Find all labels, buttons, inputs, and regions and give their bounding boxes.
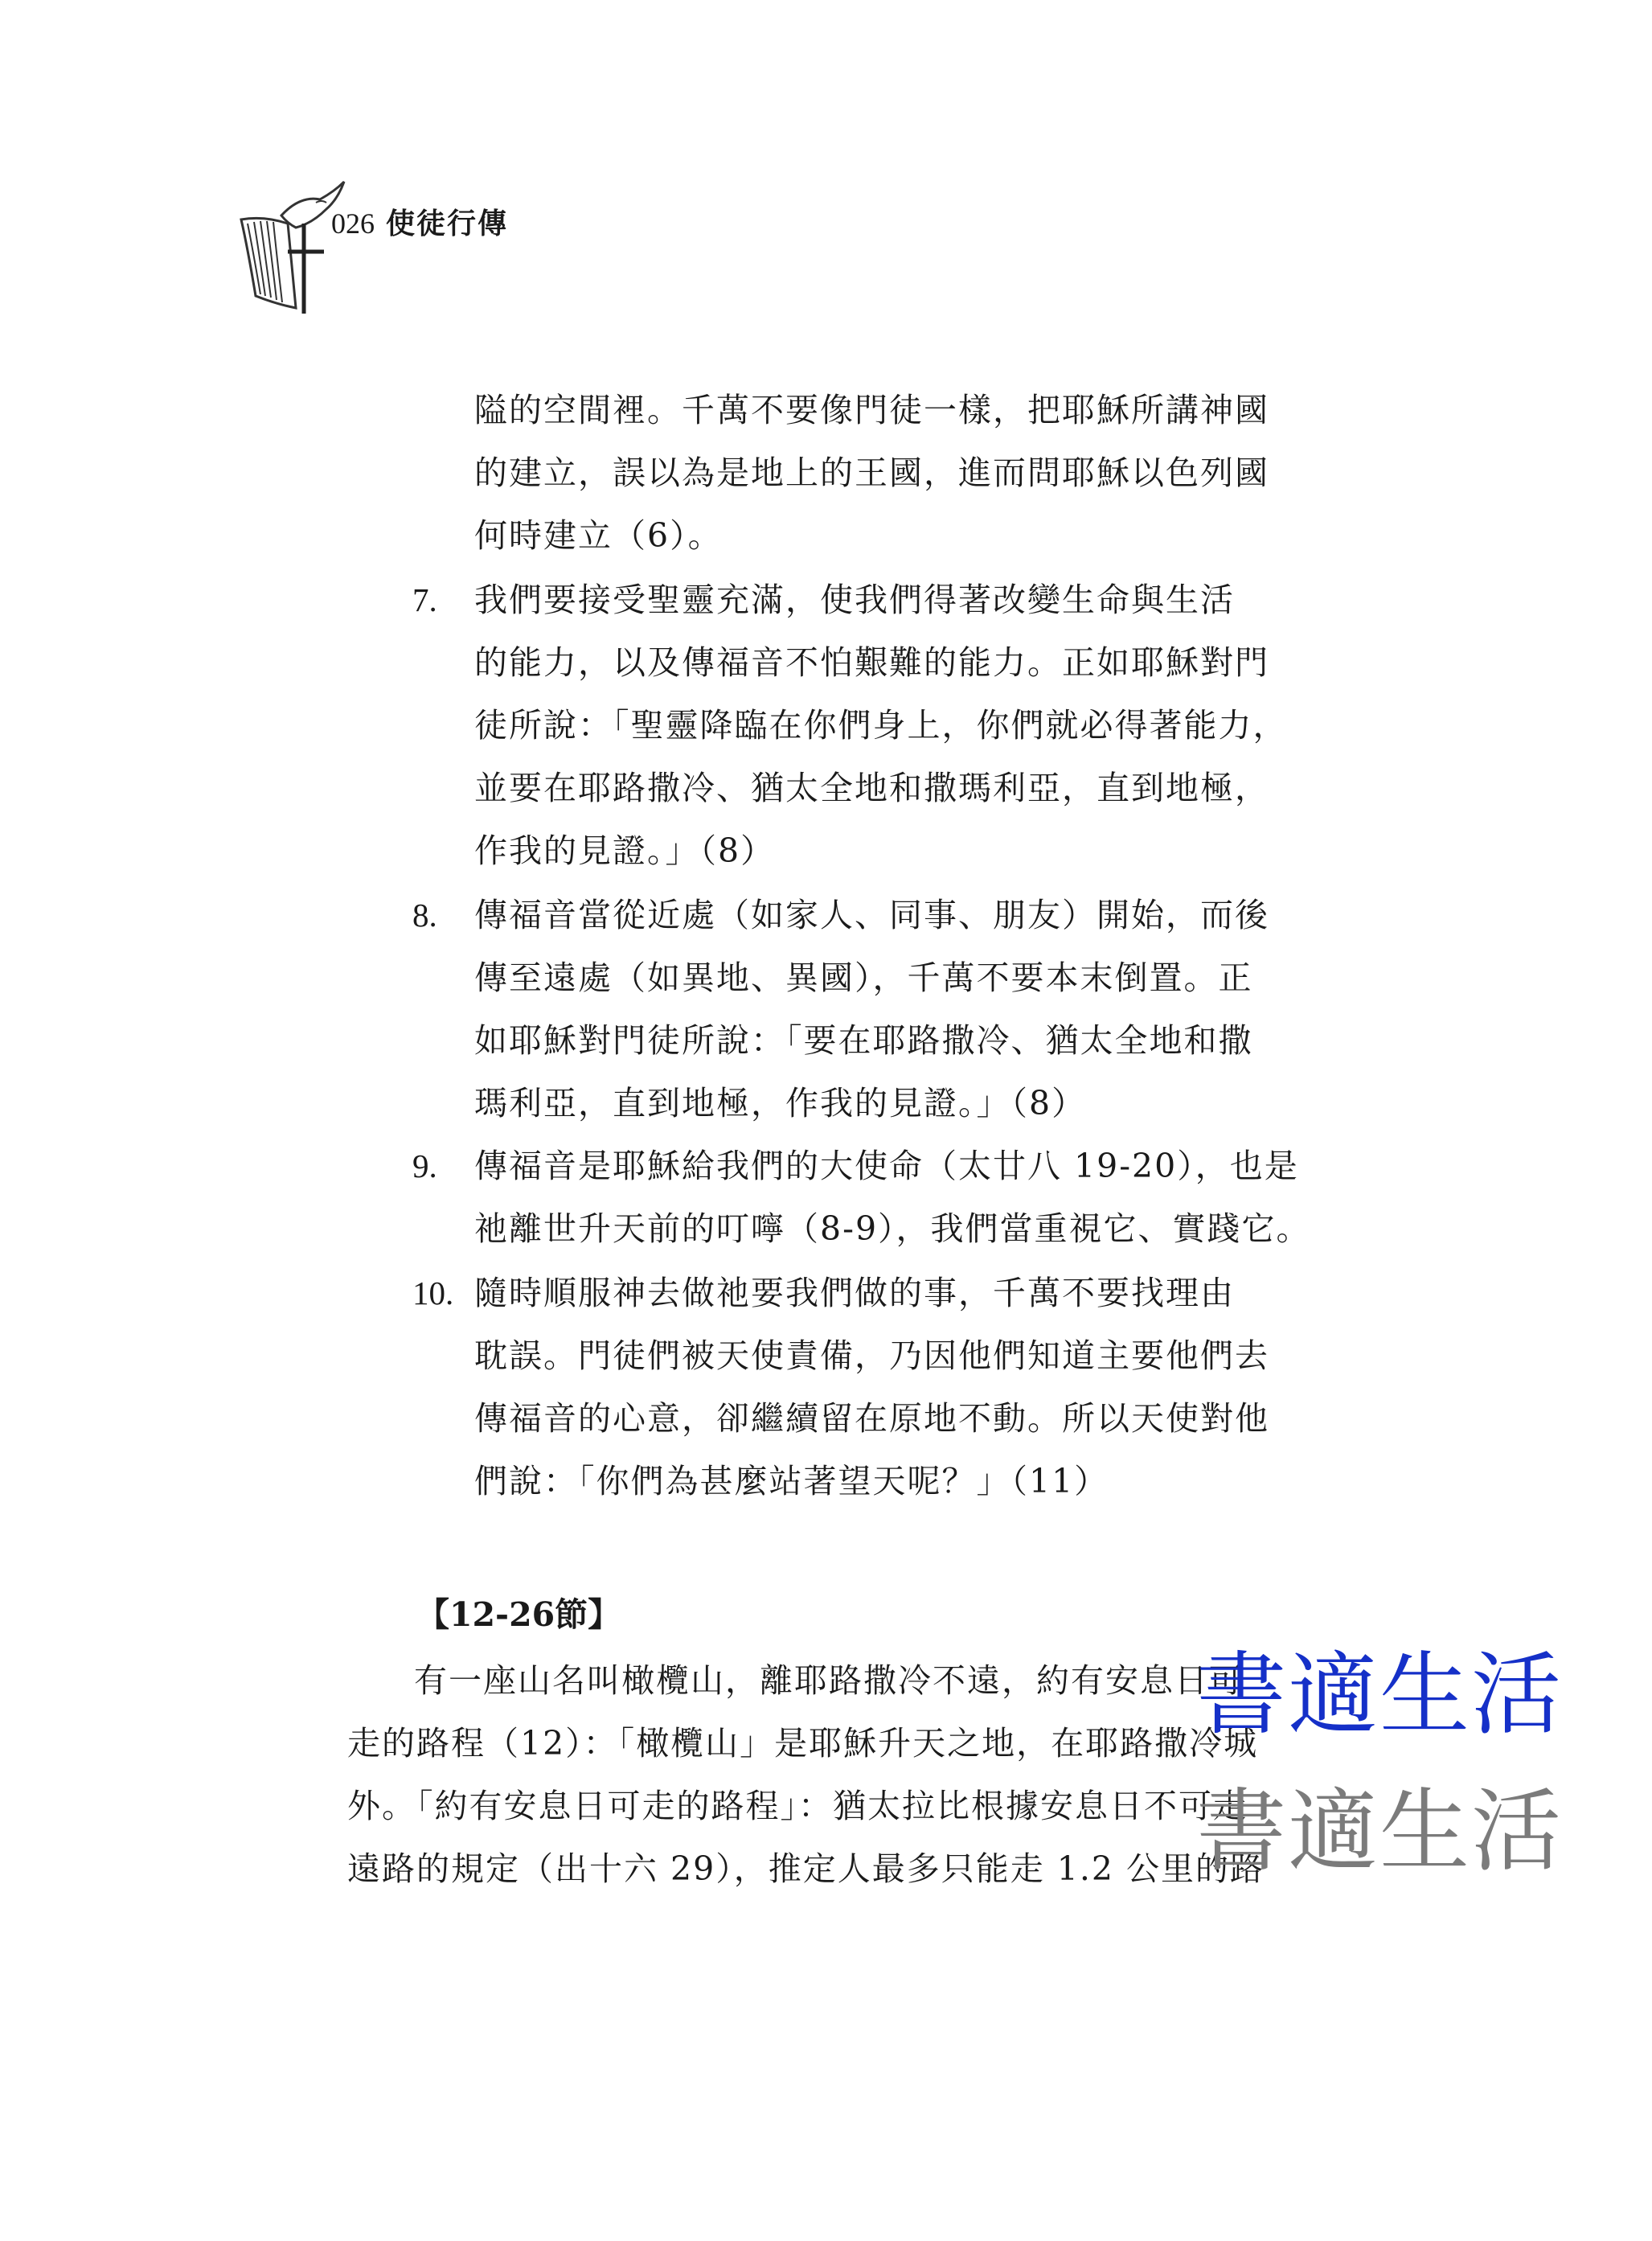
item-10-line: 隨時順服神去做祂要我們做的事，千萬不要找理由 [474, 1274, 1235, 1312]
item-7-line: 徒所說：「聖靈降臨在你們身上，你們就必得著能力， [474, 706, 1288, 745]
item-10-line: 耽誤。門徒們被天使責備，乃因他們知道主要他們去 [474, 1336, 1269, 1375]
item-8-line: 傳至遠處（如異地、異國），千萬不要本末倒置。正 [474, 958, 1253, 997]
item-10-line: 傳福音的心意，卻繼續留在原地不動。所以天使對他 [474, 1399, 1269, 1438]
page-number: 026 [331, 207, 375, 240]
item-7-line: 我們要接受聖靈充滿，使我們得著改變生命與生活 [474, 581, 1235, 619]
item-number-9: 9. [412, 1147, 437, 1184]
item-8-line: 瑪利亞，直到地極，作我的見證。」（8） [474, 1084, 1087, 1123]
item-7-line: 並要在耶路撒冷、猶太全地和撒瑪利亞，直到地極， [474, 769, 1269, 807]
paragraph-line: 外。「約有安息日可走的路程」：猶太拉比根據安息日不可走 [347, 1787, 1248, 1825]
paragraph-line: 有一座山名叫橄欖山，離耶路撒冷不遠，約有安息日可 [414, 1661, 1244, 1700]
item-number-7: 7. [412, 581, 437, 618]
continuation-line: 隘的空間裡。千萬不要像門徒一樣，把耶穌所講神國 [474, 391, 1269, 429]
item-number-8: 8. [412, 897, 437, 934]
watermark-gray: 書適生活 [1196, 1779, 1563, 1884]
section-heading: 【12-26節】 [416, 1595, 621, 1634]
paragraph-line: 遠路的規定（出十六 29），推定人最多只能走 1.2 公里的路 [347, 1849, 1265, 1888]
running-head-text [331, 204, 508, 244]
book-title: 使徒行傳 [386, 207, 509, 240]
item-9-line: 祂離世升天前的叮嚀（8-9），我們當重視它、實踐它。 [474, 1209, 1311, 1248]
item-7-line: 作我的見證。」（8） [474, 831, 776, 870]
running-header [232, 175, 601, 320]
item-8-line: 如耶穌對門徒所說：「要在耶路撒冷、猶太全地和撒 [474, 1021, 1253, 1060]
item-8-line: 傳福音當從近處（如家人、同事、朋友）開始，而後 [474, 896, 1269, 934]
continuation-line: 何時建立（6）。 [474, 516, 723, 555]
item-7-line: 的能力，以及傳福音不怕艱難的能力。正如耶穌對門 [474, 643, 1269, 682]
dove-cross-book-icon [232, 175, 352, 316]
watermark-blue: 書適生活 [1196, 1643, 1563, 1747]
item-10-line: 們說：「你們為甚麼站著望天呢？」（11） [474, 1462, 1109, 1500]
item-number-10: 10. [412, 1274, 454, 1311]
continuation-line: 的建立，誤以為是地上的王國，進而問耶穌以色列國 [474, 454, 1269, 492]
paragraph-line: 走的路程（12）：「橄欖山」是耶穌升天之地，在耶路撒冷城 [347, 1724, 1259, 1763]
item-9-line: 傳福音是耶穌給我們的大使命（太廿八 19-20），也是 [474, 1147, 1299, 1185]
